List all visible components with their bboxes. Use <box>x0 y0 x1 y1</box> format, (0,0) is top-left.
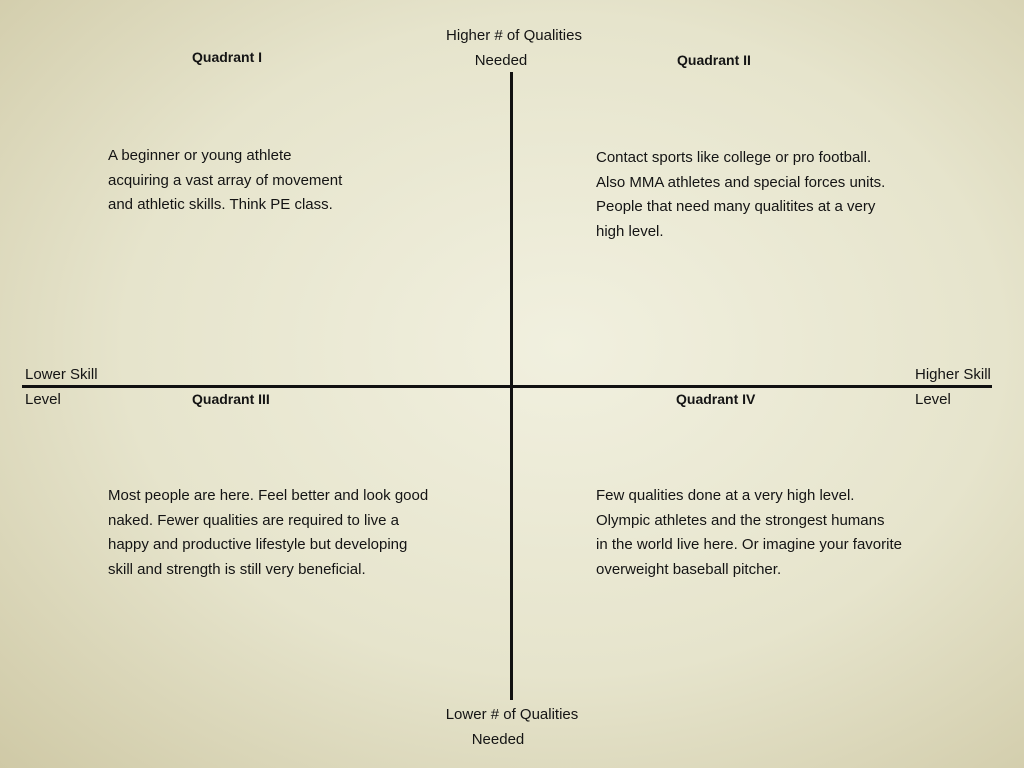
quadrant-4-line: in the world live here. Or imagine your favorite <box>596 536 902 553</box>
axis-label-top <box>414 23 614 73</box>
quadrant-3-description <box>108 484 428 582</box>
quadrant-2-line: People that need many qualitites at a very <box>596 198 876 215</box>
axis-label-top-line-2: Needed <box>474 52 528 69</box>
quadrant-2-line: Also MMA athletes and special forces units. <box>596 173 886 191</box>
axis-label-bottom-line-1: Lower # of Qualities <box>445 706 579 723</box>
quadrant-3-line: naked. Fewer qualities are required to live a <box>108 511 399 529</box>
quadrant-1-line: and athletic skills. Think PE class. <box>108 196 333 213</box>
axis-label-right-line-1: Higher Skill <box>915 366 991 383</box>
quadrant-4-description <box>596 484 902 582</box>
quadrant-4-line: overweight baseball pitcher. <box>596 560 782 578</box>
axis-label-right <box>915 362 991 412</box>
quadrant-1-line: acquiring a vast array of movement <box>108 171 343 189</box>
axis-label-right-line-2: Level <box>915 391 951 408</box>
quadrant-3-line: skill and strength is still very beneficial. <box>108 560 366 578</box>
quadrant-1-description <box>108 144 342 218</box>
axis-label-left <box>25 362 98 412</box>
axis-label-left-line-1: Lower Skill <box>25 366 98 383</box>
axis-label-bottom-line-2: Needed <box>471 731 525 748</box>
quadrant-3-line: happy and productive lifestyle but developing <box>108 536 408 553</box>
horizontal-axis-line <box>22 385 992 388</box>
axis-label-top-line-1: Higher # of Qualities <box>446 27 582 44</box>
quadrant-2-title: Quadrant II <box>677 52 751 68</box>
quadrant-4-title: Quadrant IV <box>676 391 756 407</box>
quadrant-1-line: A beginner or young athlete <box>108 147 292 164</box>
quadrant-2-line: Contact sports like college or pro football. <box>596 149 872 166</box>
quadrant-2-line: high level. <box>596 222 664 240</box>
axis-label-left-line-2: Level <box>25 391 61 408</box>
quadrant-4-line: Few qualities done at a very high level. <box>596 487 855 504</box>
quadrant-3-line: Most people are here. Feel better and look good <box>108 487 429 504</box>
quadrant-2-description <box>596 146 885 244</box>
quadrant-1-title: Quadrant I <box>192 49 263 65</box>
axis-label-bottom <box>412 702 612 752</box>
quadrant-3-title: Quadrant III <box>192 391 270 407</box>
quadrant-4-line: Olympic athletes and the strongest humans <box>596 511 885 529</box>
